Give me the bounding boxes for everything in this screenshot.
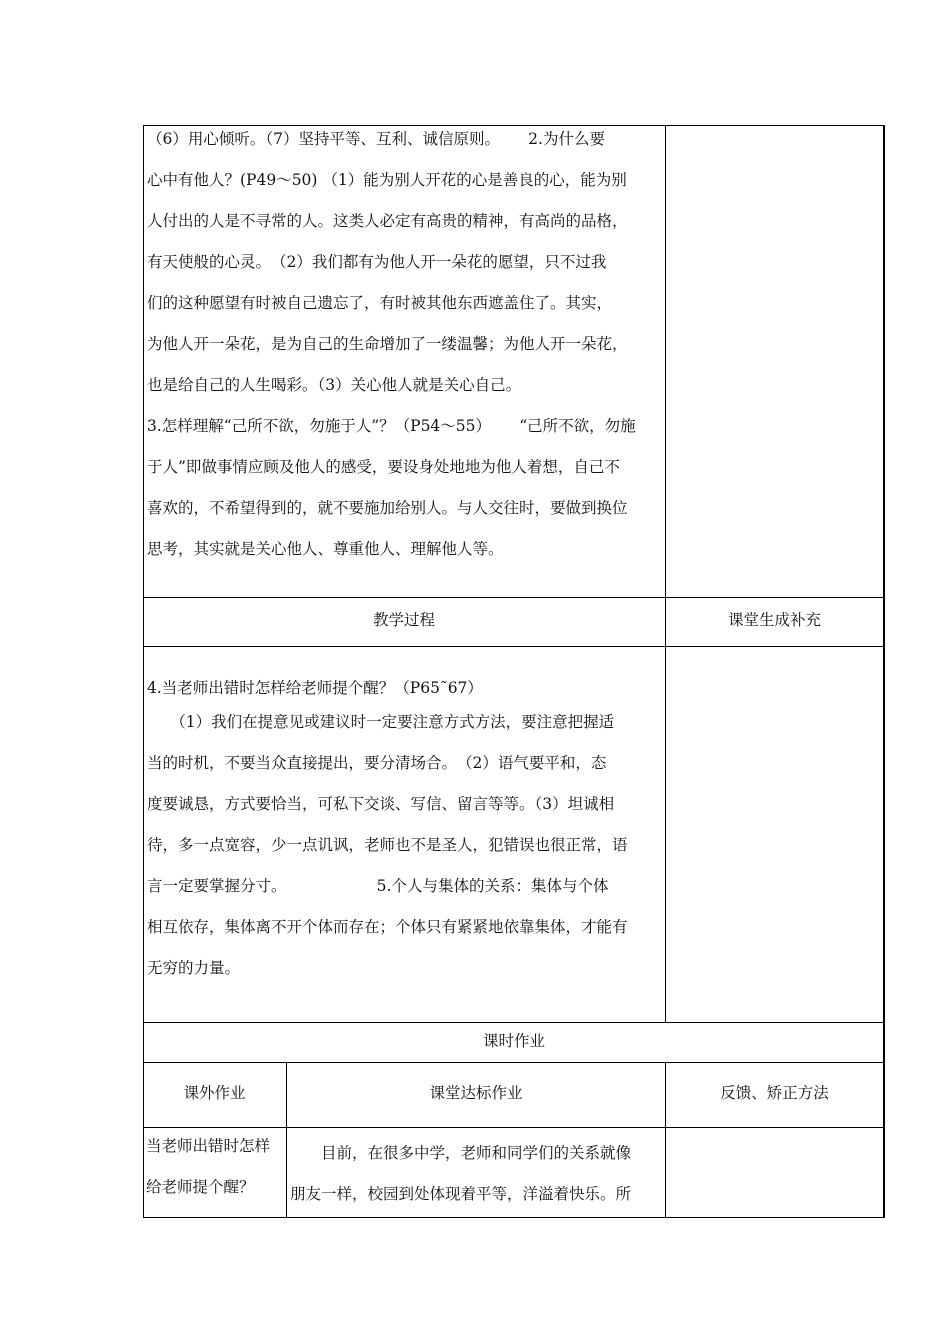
homework-row-col2-line: 朋友一样，校园到处体现着平等，洋溢着快乐。所: [290, 1185, 632, 1203]
table-bottom-border: [143, 1217, 885, 1218]
section1-line: 3.怎样理解“己所不欲，勿施于人”？（P54～55） “己所不欲，勿施: [147, 417, 636, 435]
row-divider-2: [143, 646, 885, 647]
section1-line: 人付出的人是不寻常的人。这类人必定有高贵的精神，有高尚的品格，: [147, 212, 628, 230]
homework-title: 课时作业: [482, 1032, 545, 1050]
row-divider-1: [143, 597, 885, 598]
section1-line: 喜欢的，不希望得到的，就不要施加给别人。与人交往时，要做到换位: [147, 499, 628, 517]
section1-line: 于人”即做事情应顾及他人的感受，要设身处地地为他人着想，自己不: [147, 458, 620, 476]
section1-line: 有天使般的心灵。 （2）我们都有为他人开一朵花的愿望，只不过我: [147, 253, 607, 271]
section2-line: 4.当老师出错时怎样给老师提个醒？（P65˜67）: [147, 679, 483, 697]
section2-line: 言一定要掌握分寸。 5.个人与集体的关系：集体与个体: [147, 877, 609, 895]
section1-line: 们的这种愿望有时被自己遗忘了，有时被其他东西遮盖住了。其实，: [147, 294, 613, 312]
section1-line: （6）用心倾听。（7）坚持平等、互利、诚信原则。 2.为什么要: [147, 130, 605, 148]
homework-col-classroom: 课堂达标作业: [429, 1084, 523, 1102]
homework-col-feedback: 反馈、矫正方法: [720, 1084, 829, 1102]
section1-line: 思考，其实就是关心他人、尊重他人、理解他人等。: [147, 540, 504, 558]
section2-line: 度要诚恳，方式要恰当，可私下交谈、写信、留言等等。（3）坦诚相: [147, 795, 615, 813]
section1-line: 心中有他人？(P49～50) （1）能为别人开花的心是善良的心，能为别: [147, 171, 627, 189]
teaching-process-header: 教学过程: [372, 611, 435, 629]
table-left-border: [143, 125, 144, 1218]
section2-line: 当的时机，不要当众直接提出，要分清场合。 （2）语气要平和，态: [147, 754, 607, 772]
homework-row-col1-line: 当老师出错时怎样: [146, 1137, 271, 1155]
section1-line: 为他人开一朵花，是为自己的生命增加了一缕温馨；为他人开一朵花，: [147, 335, 628, 353]
section1-line: 也是给自己的人生喝彩。（3）关心他人就是关心自己。: [147, 376, 522, 394]
row-divider-3: [143, 1022, 885, 1023]
table-right-border: [883, 125, 885, 1218]
homework-row-col2-line: 目前，在很多中学，老师和同学们的关系就像: [290, 1144, 632, 1162]
section2-line: 相互依存，集体离不开个体而存在；个体只有紧紧地依靠集体，才能有: [147, 918, 628, 936]
homework-row-col1-line: 给老师提个醒？: [146, 1178, 255, 1196]
section2-line: （1）我们在提意见或建议时一定要注意方式方法，要注意把握适: [147, 713, 615, 731]
row-divider-4: [143, 1062, 885, 1063]
homework-col-extracurricular: 课外作业: [183, 1084, 246, 1102]
column-divider-upper: [665, 125, 666, 1023]
classroom-supplement-header: 课堂生成补充: [727, 611, 821, 629]
section2-line: 无穷的力量。: [147, 959, 241, 977]
section2-line: 待，多一点宽容，少一点讥讽，老师也不是圣人，犯错误也很正常，语: [147, 836, 628, 854]
